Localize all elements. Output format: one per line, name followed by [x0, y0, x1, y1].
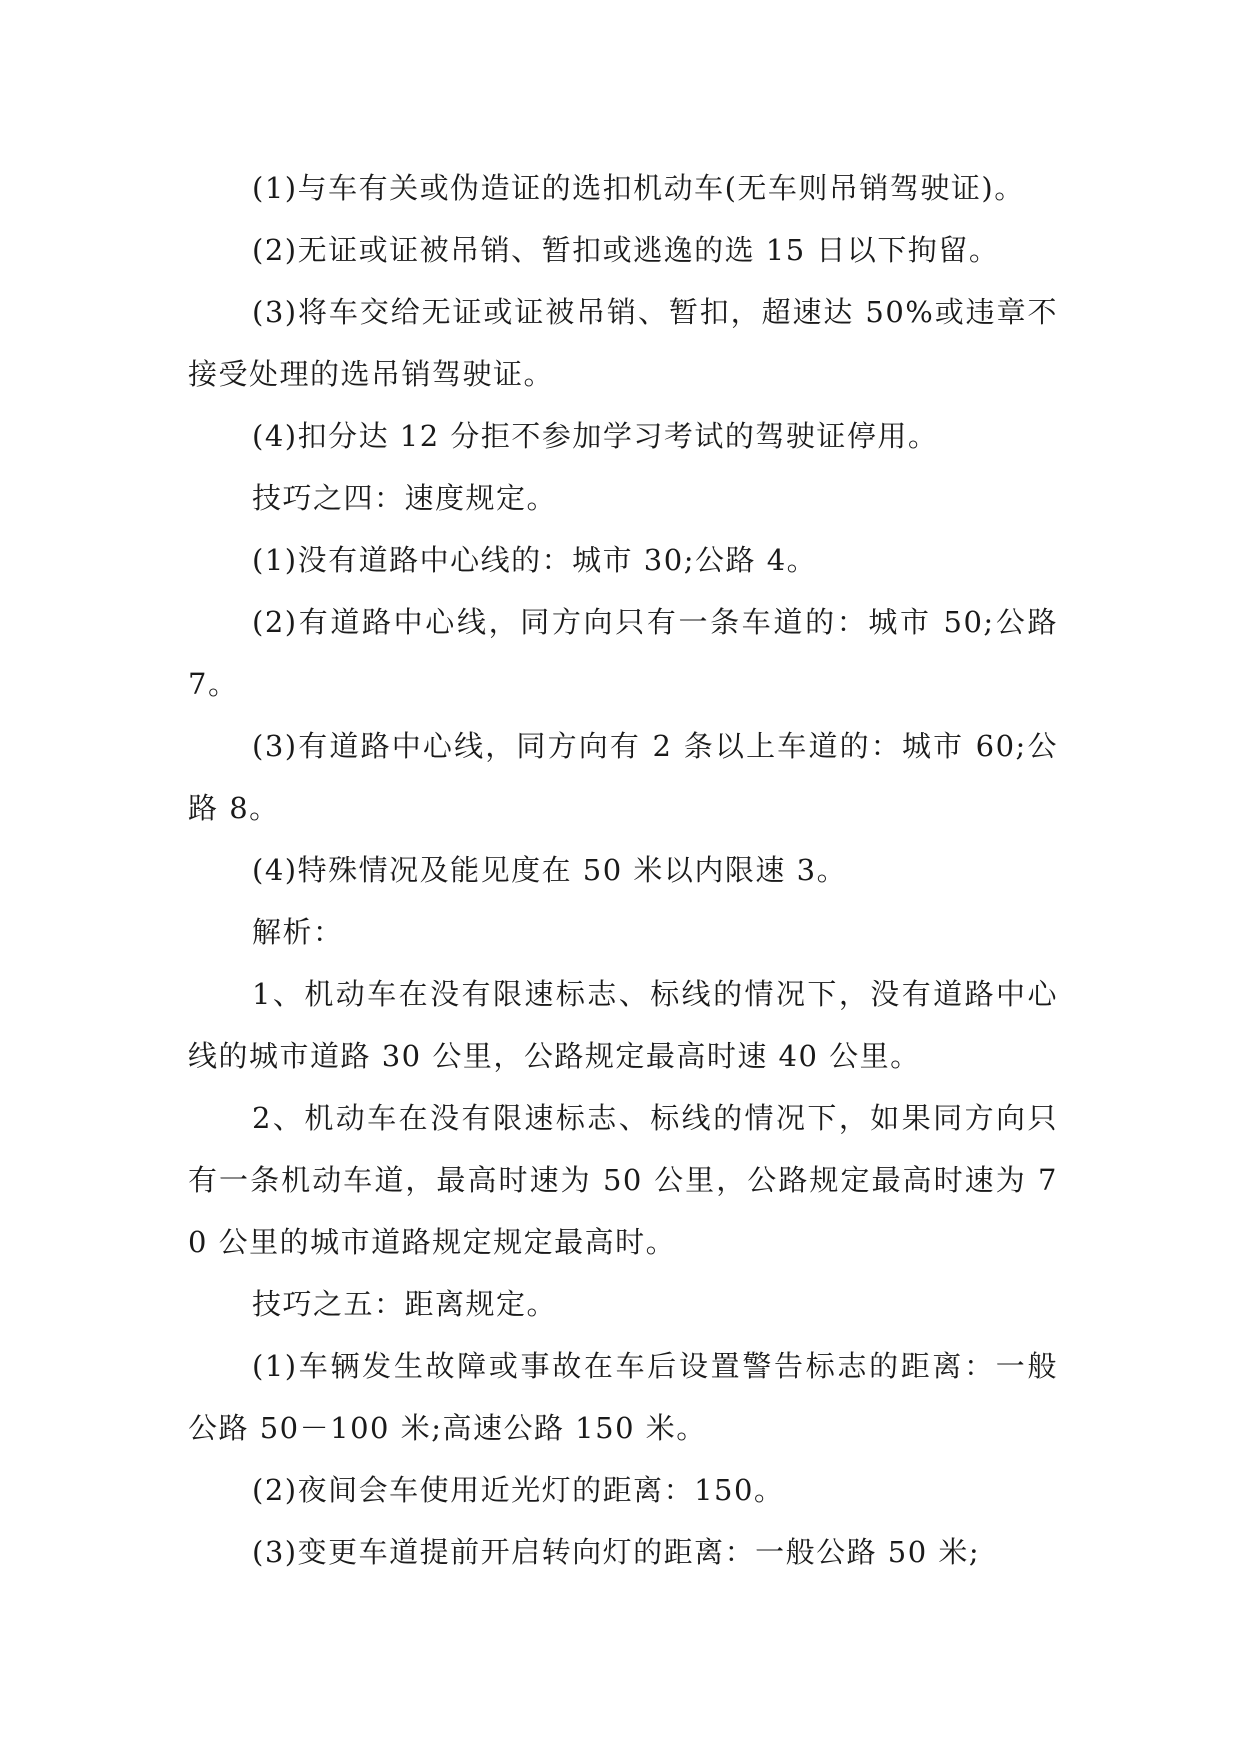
section-heading-speed: 技巧之四：速度规定。: [252, 481, 558, 515]
paragraph-distance-3: (3)变更车道提前开启转向灯的距离：一般公路 50 米;: [252, 1535, 981, 1569]
analysis-item-1: 1、机动车在没有限速标志、标线的情况下，没有道路中心线的城市道路 30 公里，公路规定最高时速 40 公里。: [188, 977, 1058, 1073]
analysis-item-2: 2、机动车在没有限速标志、标线的情况下，如果同方向只有一条机动车道，最高时速为 50 公里，公路规定最高时速为 70 公里的城市道路规定规定最高时。: [188, 1101, 1058, 1259]
paragraph-penalty-2: (2)无证或证被吊销、暂扣或逃逸的选 15 日以下拘留。: [252, 233, 1000, 267]
paragraph-speed-3: (3)有道路中心线，同方向有 2 条以上车道的：城市 60;公路 8。: [188, 729, 1058, 825]
paragraph-penalty-1: (1)与车有关或伪造证的选扣机动车(无车则吊销驾驶证)。: [252, 171, 1025, 205]
paragraph-penalty-3: (3)将车交给无证或证被吊销、暂扣，超速达 50%或违章不接受处理的选吊销驾驶证。: [188, 295, 1058, 391]
paragraph-speed-2: (2)有道路中心线，同方向只有一条车道的：城市 50;公路 7。: [188, 605, 1058, 701]
analysis-heading: 解析：: [252, 915, 344, 949]
document-body: [188, 157, 1058, 1583]
section-heading-distance: 技巧之五：距离规定。: [252, 1287, 558, 1321]
paragraph-speed-1: (1)没有道路中心线的：城市 30;公路 4。: [252, 543, 818, 577]
paragraph-penalty-4: (4)扣分达 12 分拒不参加学习考试的驾驶证停用。: [252, 419, 939, 453]
paragraph-distance-1: (1)车辆发生故障或事故在车后设置警告标志的距离：一般公路 50－100 米;高速公路 150 米。: [188, 1349, 1058, 1445]
paragraph-speed-4: (4)特殊情况及能见度在 50 米以内限速 3。: [252, 853, 848, 887]
paragraph-distance-2: (2)夜间会车使用近光灯的距离：150。: [252, 1473, 785, 1507]
